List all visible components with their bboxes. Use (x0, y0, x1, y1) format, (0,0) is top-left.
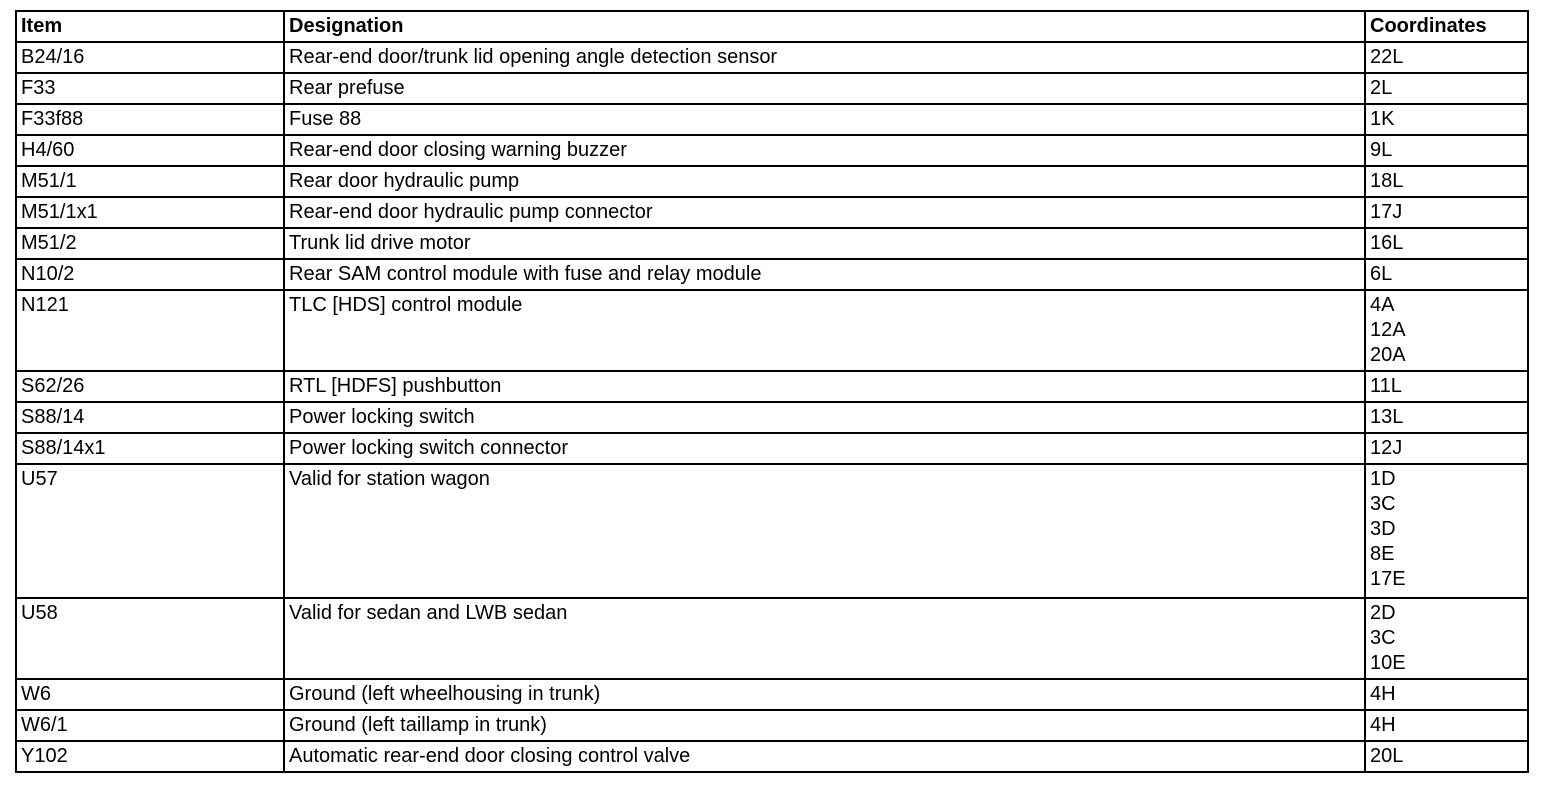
coordinate-value: 1D (1370, 468, 1396, 490)
table-row (16, 73, 1528, 104)
designation-cell: Ground (left wheelhousing in trunk) (284, 679, 1365, 710)
designation-cell: Rear-end door/trunk lid opening angle detection sensor (284, 42, 1365, 73)
coordinates-cell (1365, 228, 1528, 259)
coordinate-value: 11L (1370, 375, 1402, 397)
item-cell: B24/16 (16, 42, 284, 73)
coordinate-value: 3C (1370, 627, 1396, 649)
coordinate-value: 12A (1370, 319, 1406, 341)
coordinates-cell (1365, 104, 1528, 135)
coordinates-cell (1365, 741, 1528, 772)
coordinate-value: 17E (1370, 568, 1406, 590)
item-cell: S62/26 (16, 371, 284, 402)
item-cell: H4/60 (16, 135, 284, 166)
table-row (16, 228, 1528, 259)
designation-cell: Rear SAM control module with fuse and relay module (284, 259, 1365, 290)
item-cell: M51/1 (16, 166, 284, 197)
designation-cell: Valid for station wagon (284, 464, 1365, 598)
coordinate-value: 6L (1370, 263, 1393, 285)
coordinate-value: 18L (1370, 170, 1404, 192)
designation-cell: RTL [HDFS] pushbutton (284, 371, 1365, 402)
coordinates-cell (1365, 679, 1528, 710)
designation-cell: Valid for sedan and LWB sedan (284, 598, 1365, 679)
table-body (16, 42, 1528, 772)
item-cell: F33f88 (16, 104, 284, 135)
component-legend-table (15, 10, 1529, 773)
coordinates-cell (1365, 402, 1528, 433)
designation-cell: Rear door hydraulic pump (284, 166, 1365, 197)
coordinates-cell (1365, 259, 1528, 290)
coordinate-value: 4H (1370, 714, 1396, 736)
item-cell: Y102 (16, 741, 284, 772)
coordinate-value: 3C (1370, 493, 1396, 515)
designation-cell: Rear-end door closing warning buzzer (284, 135, 1365, 166)
coordinate-value: 20A (1370, 344, 1406, 366)
coordinates-cell (1365, 290, 1528, 371)
coordinate-value: 10E (1370, 652, 1406, 674)
coordinate-value: 2L (1370, 77, 1393, 99)
coordinates-cell (1365, 166, 1528, 197)
item-cell: W6 (16, 679, 284, 710)
coordinate-value: 16L (1370, 232, 1404, 254)
item-cell: F33 (16, 73, 284, 104)
coordinate-value: 3D (1370, 518, 1396, 540)
coordinate-value: 4A (1370, 294, 1395, 316)
coordinates-cell (1365, 73, 1528, 104)
item-cell: W6/1 (16, 710, 284, 741)
coordinate-value: 12J (1370, 437, 1403, 459)
table-row (16, 259, 1528, 290)
designation-cell: Power locking switch connector (284, 433, 1365, 464)
coordinate-value: 13L (1370, 406, 1404, 428)
table-row (16, 433, 1528, 464)
table-row (16, 371, 1528, 402)
coordinates-cell (1365, 464, 1528, 598)
item-column-header: Item (16, 11, 284, 42)
designation-cell: Fuse 88 (284, 104, 1365, 135)
coordinate-value: 1K (1370, 108, 1395, 130)
table-header-row (16, 11, 1528, 42)
designation-cell: Rear-end door hydraulic pump connector (284, 197, 1365, 228)
item-cell: M51/1x1 (16, 197, 284, 228)
item-cell: M51/2 (16, 228, 284, 259)
coordinate-value: 22L (1370, 46, 1404, 68)
coordinate-value: 4H (1370, 683, 1396, 705)
designation-cell: Ground (left taillamp in trunk) (284, 710, 1365, 741)
designation-cell: Power locking switch (284, 402, 1365, 433)
item-cell: S88/14 (16, 402, 284, 433)
designation-cell: TLC [HDS] control module (284, 290, 1365, 371)
table-row (16, 166, 1528, 197)
table-row (16, 598, 1528, 679)
coordinates-cell (1365, 197, 1528, 228)
item-cell: U57 (16, 464, 284, 598)
coordinates-cell (1365, 433, 1528, 464)
table-row (16, 464, 1528, 598)
designation-column-header: Designation (284, 11, 1365, 42)
table-row (16, 42, 1528, 73)
designation-cell: Rear prefuse (284, 73, 1365, 104)
item-cell: S88/14x1 (16, 433, 284, 464)
table-row (16, 197, 1528, 228)
coordinates-column-header: Coordinates (1365, 11, 1528, 42)
table-row (16, 679, 1528, 710)
item-cell: N121 (16, 290, 284, 371)
designation-cell: Trunk lid drive motor (284, 228, 1365, 259)
coordinate-value: 8E (1370, 543, 1395, 565)
table-row (16, 290, 1528, 371)
coordinates-cell (1365, 42, 1528, 73)
coordinate-value: 20L (1370, 745, 1404, 767)
table-row (16, 402, 1528, 433)
item-cell: N10/2 (16, 259, 284, 290)
table-row (16, 135, 1528, 166)
item-cell: U58 (16, 598, 284, 679)
coordinates-cell (1365, 710, 1528, 741)
table-row (16, 741, 1528, 772)
coordinates-cell (1365, 598, 1528, 679)
table-row (16, 104, 1528, 135)
designation-cell: Automatic rear-end door closing control valve (284, 741, 1365, 772)
table-row (16, 710, 1528, 741)
coordinate-value: 9L (1370, 139, 1393, 161)
coordinate-value: 17J (1370, 201, 1403, 223)
coordinate-value: 2D (1370, 602, 1396, 624)
coordinates-cell (1365, 135, 1528, 166)
coordinates-cell (1365, 371, 1528, 402)
